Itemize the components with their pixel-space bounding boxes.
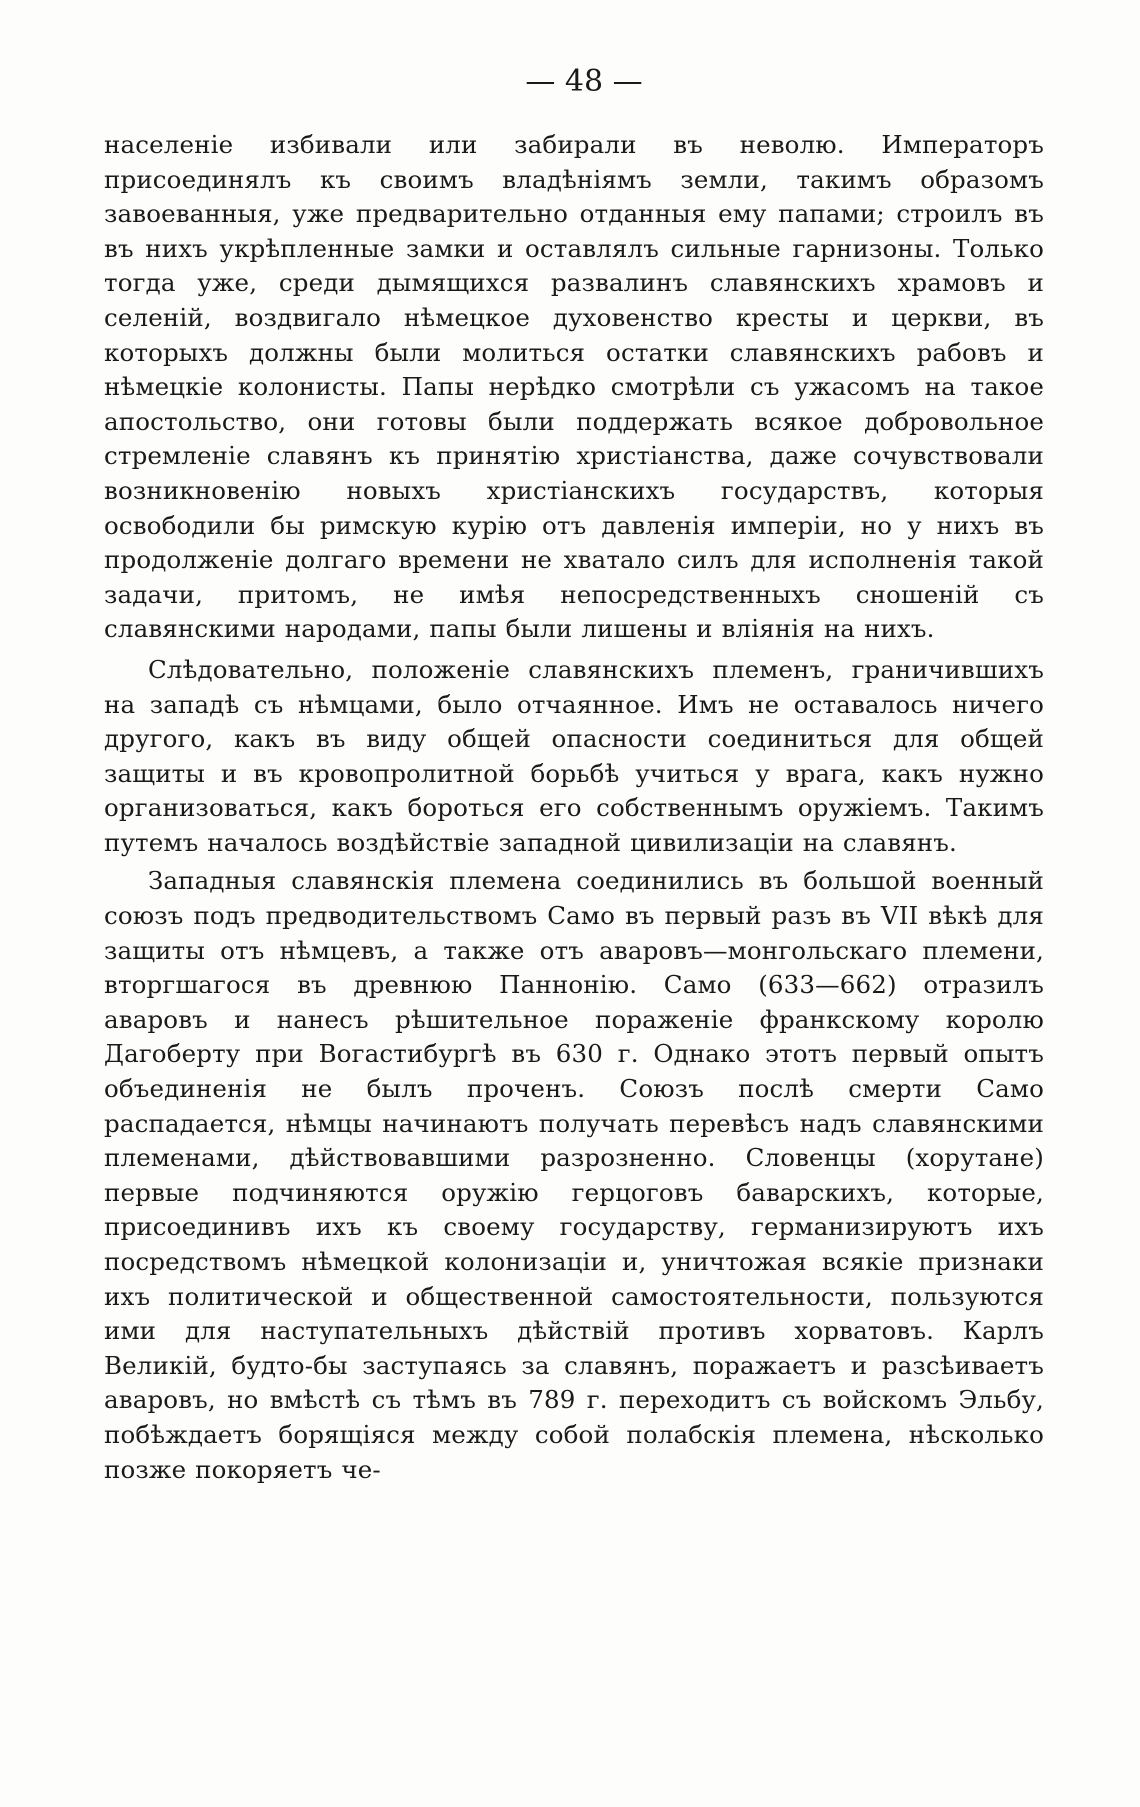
- paragraph-3: Западныя славянскія племена соединились въ большой военный союзъ подъ предводительствомъ Само въ первый разъ въ VII вѣкѣ для защиты отъ нѣмцевъ, а также отъ аваровъ—монгольскаго племени, вторгшагося въ древнюю Паннонію. Само (633—662) отразилъ аваровъ и нанесъ рѣшительное пораженіе франкскому королю Дагоберту при Вогастибургѣ въ 630 г. Однако этотъ первый опытъ объединенія не былъ проченъ. Союзъ послѣ смерти Само распадается, нѣмцы начинаютъ получать перевѣсъ надъ славянскими племенами, дѣйствовавшими разрозненно. Словенцы (хорутане) первые подчиняются оружію герцоговъ баварскихъ, которые, присоединивъ ихъ къ своему государству, германизируютъ ихъ посредствомъ нѣмецкой колонизаціи и, уничтожая всякіе признаки ихъ политической и общественной самостоятельности, пользуются ими для наступательныхъ дѣйствій противъ хорватовъ. Карлъ Великій, будто-бы заступаясь за славянъ, поражаетъ и разсѣиваетъ аваровъ, но вмѣстѣ съ тѣмъ въ 789 г. переходитъ съ войскомъ Эльбу, побѣждаетъ борящіяся между собой полабскія племена, нѣсколько позже покоряетъ че-: [104, 866, 1044, 1484]
- book-page: [104, 62, 1044, 1487]
- paragraph-2: Слѣдовательно, положеніе славянскихъ племенъ, граничившихъ на западѣ съ нѣмцами, было отчаянное. Имъ не оставалось ничего другого, какъ въ виду общей опасности соединиться для общей защиты и въ кровопролитной борьбѣ учиться у врага, какъ нужно организоваться, какъ бороться его собственнымъ оружіемъ. Такимъ путемъ началось воздѣйствіе западной цивилизаціи на славянъ.: [104, 654, 1044, 857]
- page-number: — 48 —: [525, 64, 643, 99]
- paragraph-1: населеніе избивали или забирали въ неволю. Императоръ присоединялъ къ своимъ владѣніямъ земли, такимъ образомъ завоеванныя, уже предварительно отданныя ему папами; строилъ въ въ нихъ укрѣпленные замки и оставлялъ сильные гарнизоны. Только тогда уже, среди дымящихся развалинъ славянскихъ храмовъ и селеній, воздвигало нѣмецкое духовенство кресты и церкви, въ которыхъ должны были молиться остатки славянскихъ рабовъ и нѣмецкіе колонисты. Папы нерѣдко смотрѣли съ ужасомъ на такое апостольство, они готовы были поддержать всякое добровольное стремленіе славянъ къ принятію христіанства, даже сочувствовали возникновенію новыхъ христіанскихъ государствъ, которыя освободили бы римскую курію отъ давленія имперіи, но у нихъ въ продолженіе долгаго времени не хватало силъ для исполненія такой задачи, притомъ, не имѣя непосредственныхъ сношеній съ славянскими народами, папы были лишены и вліянія на нихъ.: [104, 130, 1044, 644]
